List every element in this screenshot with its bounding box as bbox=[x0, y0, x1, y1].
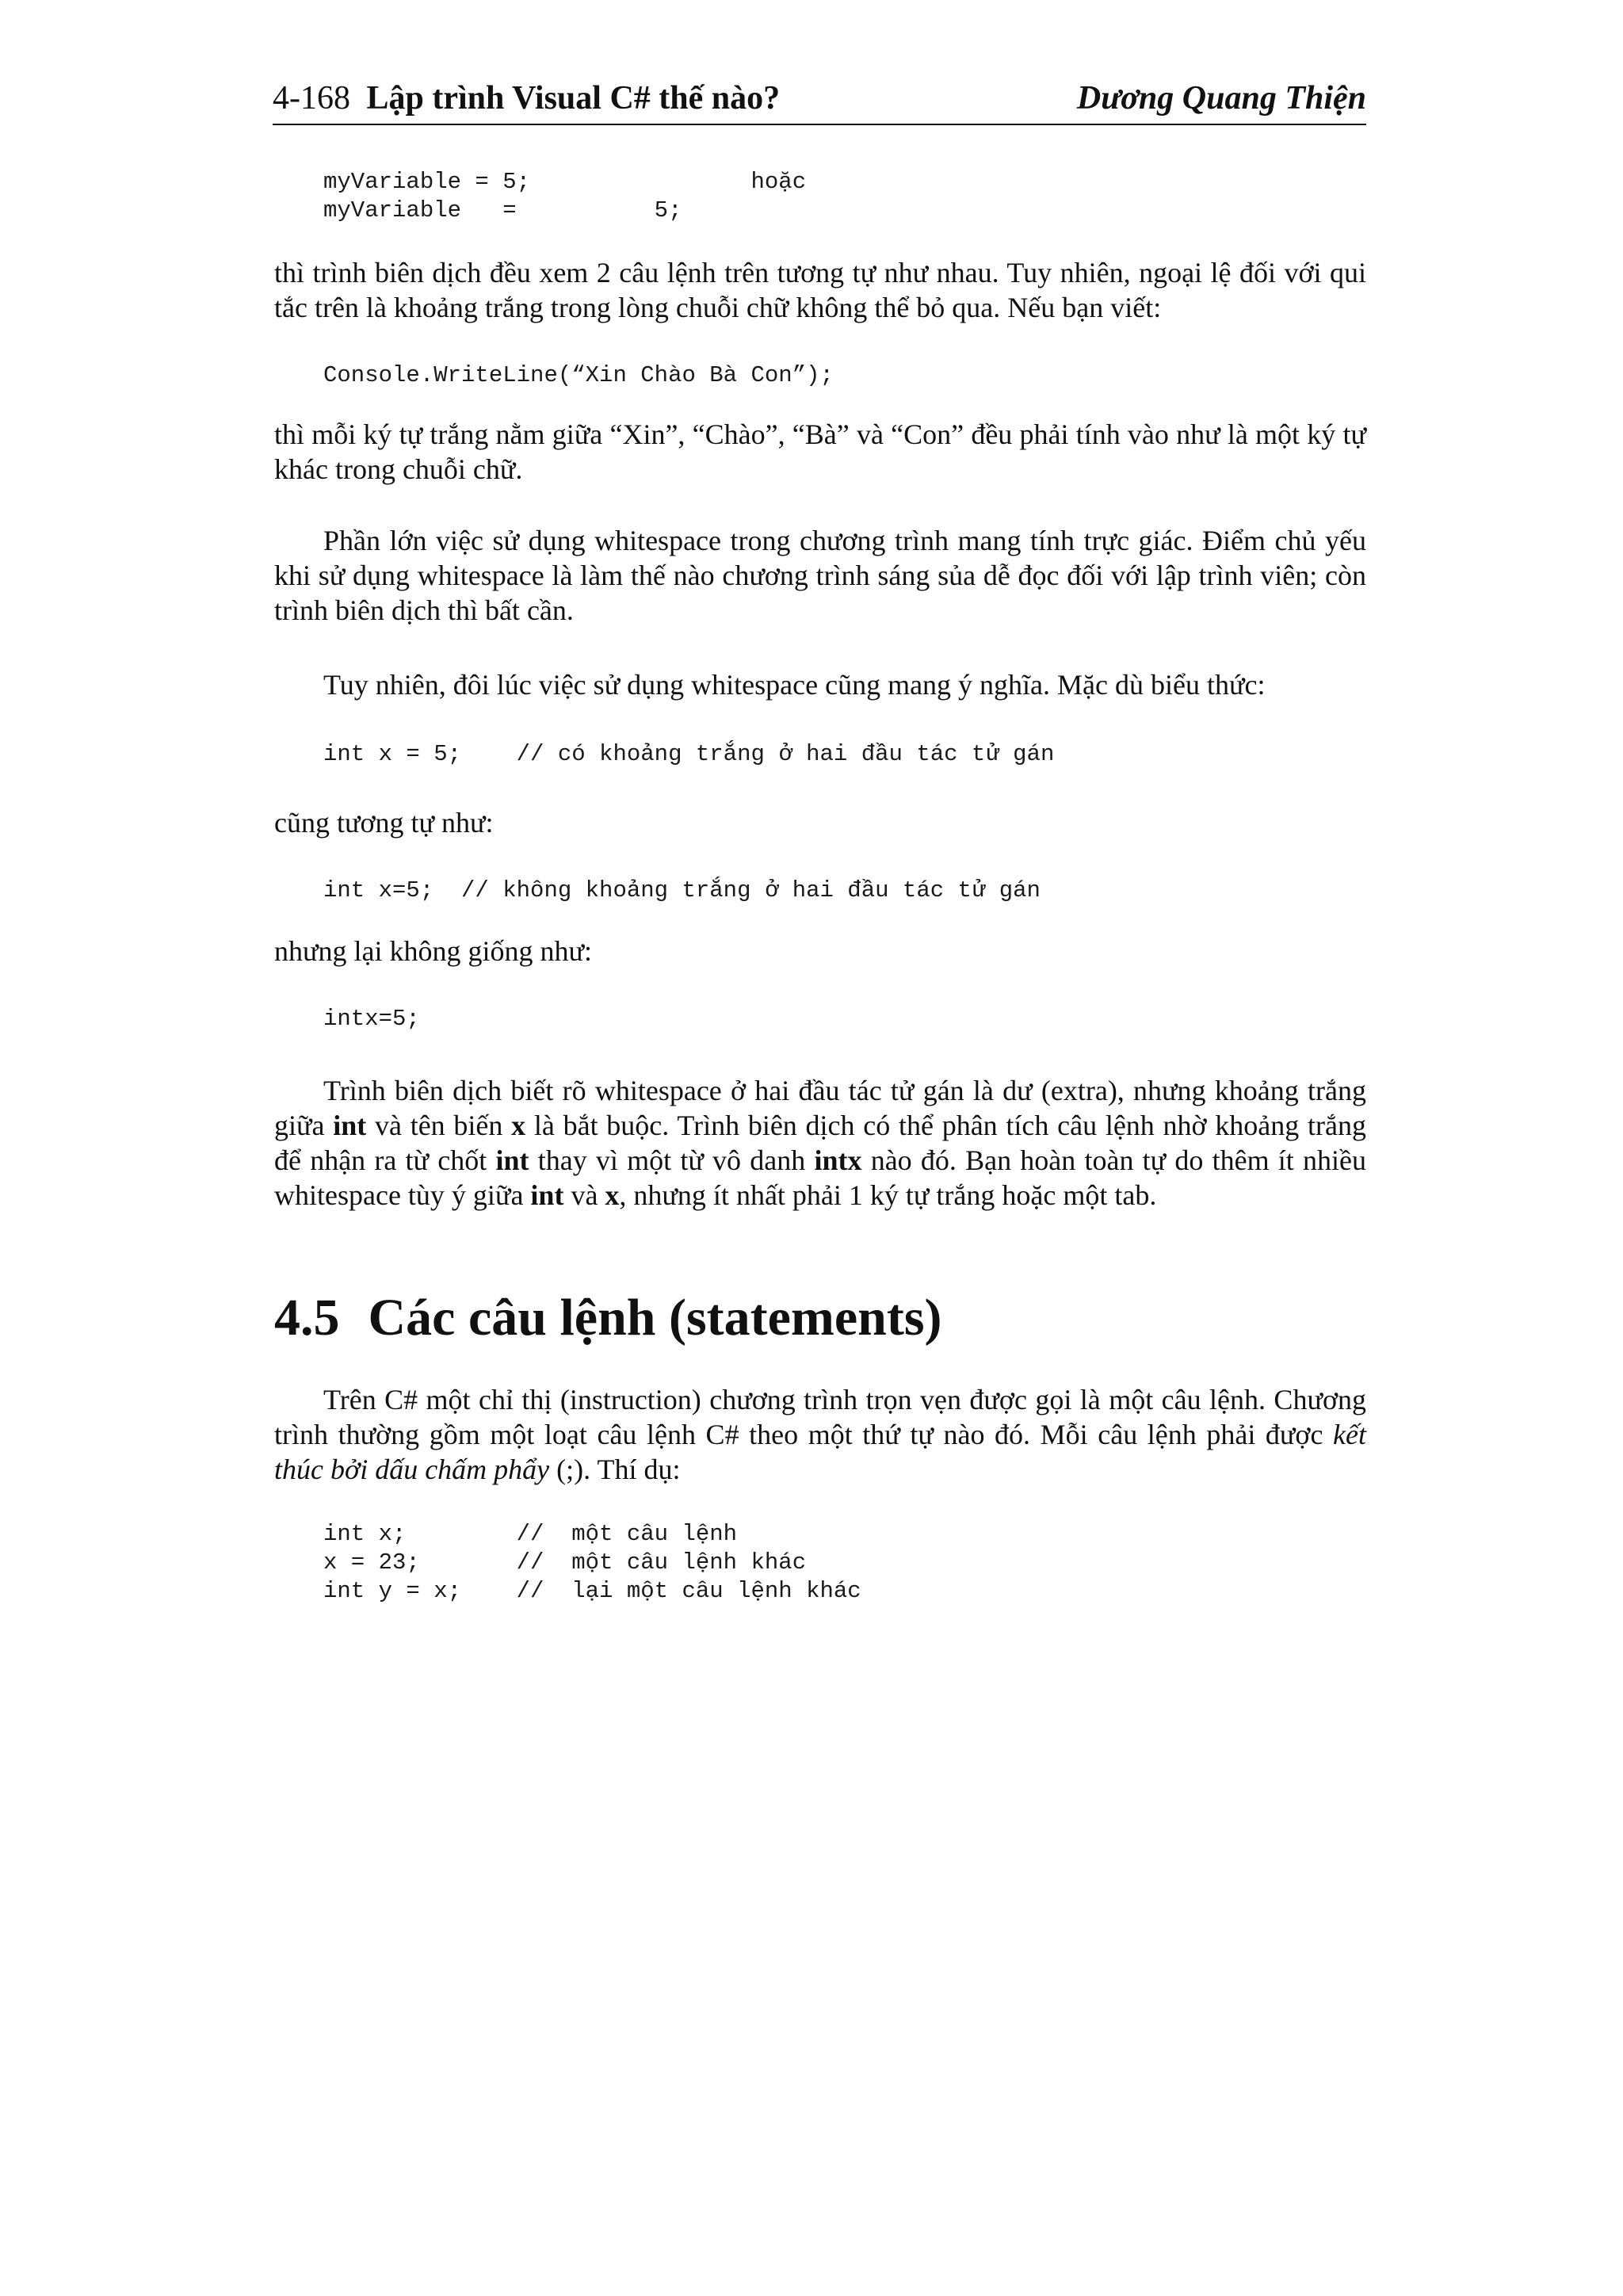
header-left bbox=[273, 79, 780, 117]
code-block-int-x-spaced: int x = 5; // có khoảng trắng ở hai đầu tác tử gán bbox=[323, 741, 1055, 767]
keyword-int: int bbox=[495, 1144, 529, 1176]
keyword-x: x bbox=[605, 1179, 620, 1211]
keyword-int: int bbox=[333, 1110, 367, 1141]
code-block-int-x-nospace: int x=5; // không khoảng trắng ở hai đầu tác tử gán bbox=[323, 877, 1041, 904]
paragraph-not-same: nhưng lại không giống như: bbox=[274, 935, 593, 967]
emphasis-semicolon: kết thúc bởi dấu chấm phẩy bbox=[274, 1419, 1366, 1485]
keyword-int: int bbox=[530, 1179, 564, 1211]
section-title: Các câu lệnh (statements) bbox=[368, 1289, 942, 1347]
keyword-x: x bbox=[511, 1110, 526, 1141]
page-header bbox=[273, 73, 1366, 125]
keyword-intx: intx bbox=[814, 1144, 862, 1176]
code-block-intx: intx=5; bbox=[323, 1006, 420, 1032]
section-heading bbox=[274, 1288, 942, 1348]
paragraph-whitespace-meaning: Tuy nhiên, đôi lúc việc sử dụng whitespace cũng mang ý nghĩa. Mặc dù biểu thức: bbox=[323, 669, 1266, 701]
code-block-myvariable: myVariable = 5; hoặc myVariable = 5; bbox=[323, 169, 807, 223]
code-block-console-writeline: Console.WriteLine(“Xin Chào Bà Con”); bbox=[323, 362, 834, 388]
paragraph-statements-intro: Trên C# một chỉ thị (instruction) chương trình trọn vẹn được gọi là một câu lệnh. Chương trình thường gồm một loạt câu lệnh C# theo một thứ tự nào đó. Mỗi câu lệnh phải được kết thúc bởi dấu chấm phẩy (;). Thí dụ: bbox=[274, 1384, 1366, 1485]
paragraph-similar: cũng tương tự như: bbox=[274, 807, 494, 839]
paragraph-string-spaces: thì mỗi ký tự trắng nằm giữa “Xin”, “Chào”, “Bà” và “Con” đều phải tính vào như là một ký tự khác trong chuỗi chữ. bbox=[274, 418, 1366, 485]
paragraph-whitespace-intuitive: Phần lớn việc sử dụng whitespace trong chương trình mang tính trực giác. Điểm chủ yếu khi sử dụng whitespace là làm thế nào chương trình sáng sủa dễ đọc đối với lập trình viên; còn trình biên dịch thì bất cần. bbox=[274, 525, 1366, 626]
page-number: 4-168 bbox=[273, 80, 350, 117]
code-block-statements: int x; // một câu lệnh x = 23; // một câu lệnh khác int y = x; // lại một câu lệnh khác bbox=[323, 1521, 861, 1604]
author-name: Dương Quang Thiện bbox=[1076, 80, 1366, 117]
paragraph-compiler-whitespace: thì trình biên dịch đều xem 2 câu lệnh trên tương tự như nhau. Tuy nhiên, ngoại lệ đối với qui tắc trên là khoảng trắng trong lòng chuỗi chữ không thể bỏ qua. Nếu bạn viết: bbox=[274, 257, 1366, 323]
section-number: 4.5 bbox=[274, 1289, 340, 1347]
paragraph-compiler-parsing: Trình biên dịch biết rõ whitespace ở hai đầu tác tử gán là dư (extra), nhưng khoảng trắng giữa int và tên biến x là bắt buộc. Trình biên dịch có thể phân tích câu lệnh nhờ khoảng trắng để nhận ra từ chốt int thay vì một từ vô danh intx nào đó. Bạn hoàn toàn tự do thêm ít nhiều whitespace tùy ý giữa int và x, nhưng ít nhất phải 1 ký tự trắng hoặc một tab. bbox=[274, 1075, 1367, 1211]
book-title: Lập trình Visual C# thế nào? bbox=[366, 80, 781, 117]
